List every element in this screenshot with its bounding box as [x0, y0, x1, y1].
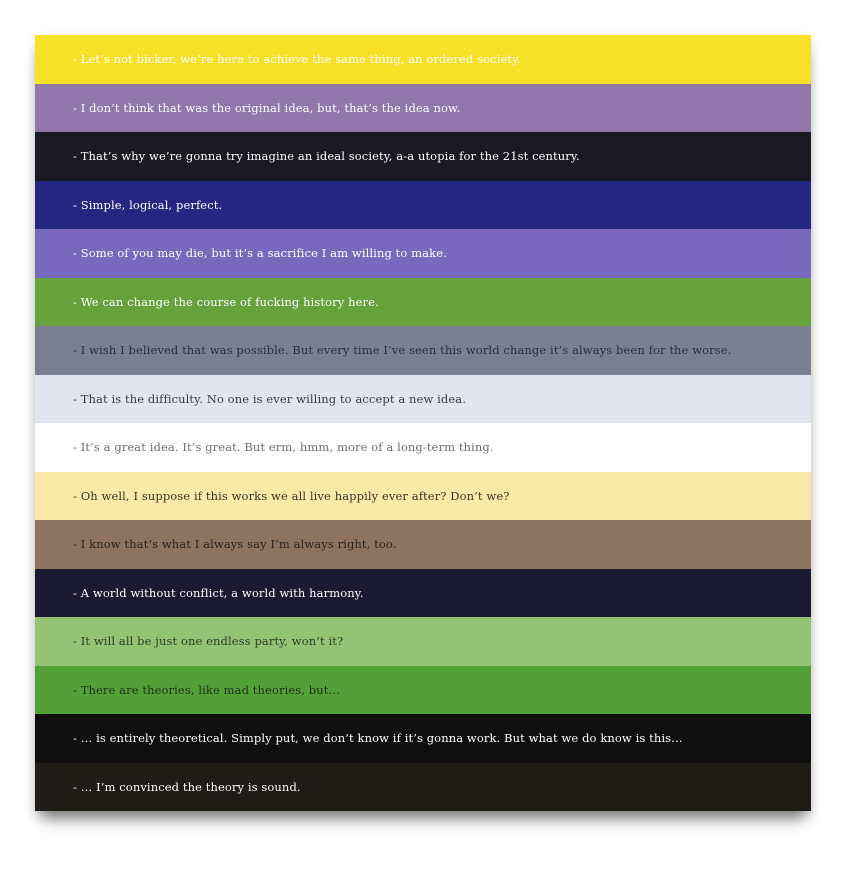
stripe-6 [35, 278, 811, 327]
stripe-10 [35, 472, 811, 521]
stripe-12 [35, 569, 811, 618]
stripe-text: - … I’m convinced the theory is sound. [73, 779, 301, 794]
color-stripe-panel [35, 35, 811, 811]
stripe-list [35, 35, 811, 811]
stripe-4 [35, 181, 811, 230]
stripe-5 [35, 229, 811, 278]
stripe-13 [35, 617, 811, 666]
stripe-15 [35, 714, 811, 763]
stripe-3 [35, 132, 811, 181]
stripe-11 [35, 520, 811, 569]
stripe-text: - Simple, logical, perfect. [73, 197, 223, 212]
stripe-text: - I wish I believed that was possible. But every time I’ve seen this world change it’s always been for the worse. [73, 343, 732, 358]
stripe-8 [35, 375, 811, 424]
stripe-text: - … is entirely theoretical. Simply put, we don’t know if it’s gonna work. But what we do know is this… [73, 731, 683, 746]
stripe-text: - It’s a great idea. It’s great. But erm, hmm, more of a long-term thing. [73, 440, 494, 455]
stripe-text: - It will all be just one endless party, won’t it? [73, 634, 344, 649]
stripe-text: - A world without conflict, a world with harmony. [73, 585, 364, 600]
stripe-text: - That is the difficulty. No one is ever willing to accept a new idea. [73, 391, 467, 406]
stripe-1 [35, 35, 811, 84]
stripe-2 [35, 84, 811, 133]
stripe-9 [35, 423, 811, 472]
stripe-text: - Some of you may die, but it’s a sacrifice I am willing to make. [73, 246, 447, 261]
stripe-text: - I don’t think that was the original idea, but, that’s the idea now. [73, 100, 461, 115]
stripe-text: - Oh well, I suppose if this works we all live happily ever after? Don’t we? [73, 488, 510, 503]
stripe-text: - Let’s not bicker, we’re here to achieve the same thing, an ordered society. [73, 52, 521, 67]
stripe-text: - I know that’s what I always say I’m always right, too. [73, 537, 397, 552]
stripe-7 [35, 326, 811, 375]
stripe-text: - That’s why we’re gonna try imagine an ideal society, a-a utopia for the 21st century. [73, 149, 580, 164]
stripe-14 [35, 666, 811, 715]
stripe-16 [35, 763, 811, 812]
stripe-text: - We can change the course of fucking history here. [73, 294, 379, 309]
stripe-text: - There are theories, like mad theories, but… [73, 682, 341, 697]
